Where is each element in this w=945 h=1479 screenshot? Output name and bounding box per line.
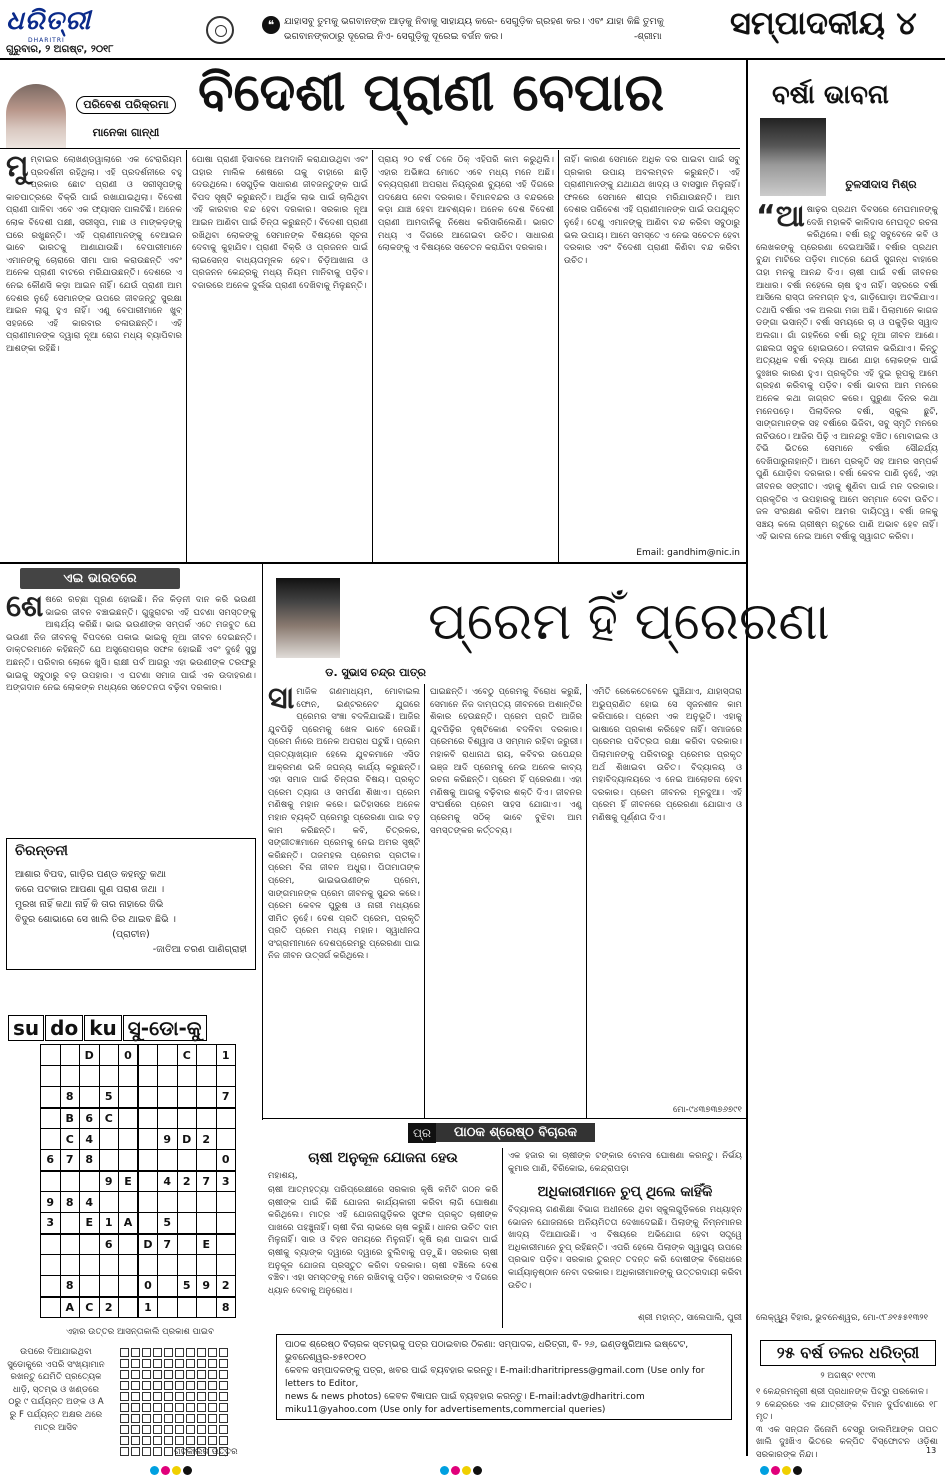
answer-cell xyxy=(197,1392,206,1401)
sudoku-cell[interactable] xyxy=(138,1129,158,1150)
answer-cell xyxy=(153,1381,162,1390)
sudoku-cell[interactable]: 2 xyxy=(177,1171,197,1192)
answer-cell xyxy=(131,1348,140,1357)
sudoku-cell[interactable]: 0 xyxy=(138,1276,158,1297)
author-email: Email: gandhim@nic.in xyxy=(636,548,740,558)
answer-cell xyxy=(153,1359,162,1368)
sudoku-cell[interactable]: 5 xyxy=(99,1087,119,1108)
answer-cell xyxy=(208,1359,217,1368)
sudoku-cell[interactable]: C xyxy=(80,1297,100,1318)
sudoku-cell[interactable] xyxy=(80,1276,100,1297)
column-author: ମାନେକା ଗାନ୍ଧୀ xyxy=(92,126,160,139)
article-body: ସାମାଜିକ ଗଣମାଧ୍ୟମ, ମୋବାଇଲ ଫୋନ, ଇଣ୍ଟରନେଟ ଯୁଗରେ ପ୍ରେମର ସଂଜ୍ଞା ବଦଳିଯାଇଛି। ଆଜିର ଯୁବପିଢ଼ି ପ୍ରେମକୁ ଖେଳ ଭାବେ ନେଉଛି। ପ୍ରେମ ନାଁରେ ଅନେକ ଅପରାଧ ଘଟୁଛି। ପ୍ରେମ ପ୍ରତ୍ୟାଖ୍ୟାନ ହେଲେ ଯୁବକମାନେ ଏସିଡ ଆକ୍ରମଣ ଭଳି ଜଘନ୍ୟ କାର୍ଯ୍ୟ କରୁଛନ୍ତି। ଏହା ସମାଜ ପାଇଁ ଚିନ୍ତାର ବିଷୟ। ପ୍ରକୃତ ପ୍ରେମ ତ୍ୟାଗ ଓ ସମର୍ପଣ ଶିଖାଏ। ପ୍ରେମ ମଣିଷକୁ ମହାନ କରେ। ଇତିହାସରେ ଅନେକ ମହାନ ବ୍ୟକ୍ତି ପ୍ରେମରୁ ପ୍ରେରଣା ପାଇ ବଡ଼ କାମ କରିଛନ୍ତି। କବି, ଚିତ୍ରକର, ସଙ୍ଗୀତଜ୍ଞମାନେ ପ୍ରେମକୁ ନେଇ ଅମର ସୃଷ୍ଟି କରିଛନ୍ତି। ତାଜମହଲ ପ୍ରେମର ପ୍ରତୀକ। ପ୍ରେମ ବିନା ଜୀବନ ଅଧୁରା। ପିତାମାତାଙ୍କ ପ୍ରେମ, ଭାଇଭଉଣୀଙ୍କ ପ୍ରେମ, ସାଙ୍ଗମାନଙ୍କ ପ୍ରେମ ଜୀବନକୁ ସୁନ୍ଦର କରେ। ପ୍ରେମ କେବଳ ପୁରୁଷ ଓ ନାରୀ ମଧ୍ୟରେ ସୀମିତ ନୁହେଁ। ଦେଶ ପ୍ରତି ପ୍ରେମ, ପ୍ରକୃତି ପ୍ରତି ପ୍ରେମ ମଧ୍ୟ ମହାନ। ସ୍ୱାଧୀନତା ସଂଗ୍ରାମୀମାନେ ଦେଶପ୍ରେମରୁ ପ୍ରେରଣା ପାଇ ନିଜ ଜୀବନ ଉତ୍ସର୍ଗ କରିଥିଲେ। xyxy=(268,686,420,962)
answer-cell xyxy=(131,1392,140,1401)
answer-cell xyxy=(131,1381,140,1390)
answer-cell xyxy=(208,1436,217,1445)
answer-cell xyxy=(219,1348,228,1357)
sudoku-cell[interactable]: 7 xyxy=(216,1087,236,1108)
article-body: ପ୍ରାୟ ୨୦ ବର୍ଷ ତଳେ ଠିକ୍ ଏହିପରି କାମ କରୁଥିଲି। ଏହାର ଅଭିଜ୍ଞତା ମୋତେ ଏବେ ମଧ୍ୟ ମନେ ଅଛି। ବନ୍ୟପ୍ରାଣୀ ଅପରାଧ ନିୟନ୍ତ୍ରଣ ବ୍ୟୁରୋ ଏହି ଦିଗରେ ପଦକ୍ଷେପ ନେବା ଦରକାର। ବିମାନବନ୍ଦର ଓ ବନ୍ଦରରେ କଡ଼ା ଯାଞ୍ଚ ହେବା ଆବଶ୍ୟକ। ଅନେକ ଦେଶ ବିଦେଶୀ ପ୍ରାଣୀ ଆମଦାନିକୁ ନିଷେଧ କରିସାରିଲେଣି। ଭାରତ ମଧ୍ୟ ଏ ଦିଗରେ ଆଗେଇବା ଉଚିତ। ସାଧାରଣ ଲୋକଙ୍କୁ ଏ ବିଷୟରେ ସଚେତନ କରାଯିବା ଦରକାର। xyxy=(378,155,554,254)
answer-cell xyxy=(219,1403,228,1412)
sudoku-cell[interactable] xyxy=(216,1066,236,1087)
answer-cell xyxy=(197,1425,206,1434)
answer-cell xyxy=(186,1392,195,1401)
sudoku-cell[interactable] xyxy=(41,1087,61,1108)
answer-cell xyxy=(131,1447,140,1456)
sudoku-cell[interactable] xyxy=(177,1234,197,1255)
sudoku-cell[interactable] xyxy=(80,1255,100,1276)
sudoku-cell[interactable] xyxy=(41,1297,61,1318)
sudoku-cell[interactable]: 4 xyxy=(80,1192,100,1213)
sudoku-cell[interactable]: E xyxy=(80,1213,100,1234)
sudoku-cell[interactable]: C xyxy=(99,1108,119,1129)
answer-cell xyxy=(164,1436,173,1445)
poem-lines: ଆଶାର ବିପଦ, ଗାଡ଼ିର ପଣ୍ଡ କହନ୍ତୁ କଥା କରେ ପଟକାର ଆପଣା ଗୁଣ ପରାଶ ଜଥା । ମୁରଖ ନାହିଁ କଥା ନାହିଁ କି ତାର ନାହାରେ ଜିଭି ବିଦୁର ଶୋଭାରେ ସେ ଖାଲି ତିର ଥାଇବ ଛିଭି । (ପ୍ରାଚୀନ) -ଜାତିଆ ଚରଣ ପାଣିଗ୍ରାହୀ xyxy=(15,869,247,955)
sudoku-cell[interactable]: 7 xyxy=(158,1234,178,1255)
answer-cell xyxy=(142,1381,151,1390)
sudoku-cell[interactable] xyxy=(119,1129,139,1150)
sudoku-cell[interactable] xyxy=(99,1129,119,1150)
sudoku-cell[interactable] xyxy=(80,1087,100,1108)
answer-cell xyxy=(164,1403,173,1412)
sudoku-cell[interactable] xyxy=(80,1066,100,1087)
answer-cell xyxy=(164,1381,173,1390)
answer-cell xyxy=(208,1370,217,1379)
article-body: ମୁମ୍ବାଇର ଲୋଖଣ୍ଡୱାଲାରେ ଏକ ଟେରାରିୟମ ପ୍ରଦର୍ଶନୀ ରହିଥିଲା। ଏହି ପ୍ରଦର୍ଶନୀରେ ବହୁ ପ୍ରକାର ଛୋଟ ପ୍ରାଣୀ ଓ ସରୀସୃପଙ୍କୁ କାଚପାତ୍ରରେ ବିକ୍ରି ପାଇଁ ରଖାଯାଇଥିଲା। ବିଦେଶୀ ପ୍ରାଣୀ ପାଳିବା ଏବେ ଏକ ଫ୍ୟାସନ ପାଲଟିଛି। ଅନେକ ଲୋକ ବିଦେଶୀ ପକ୍ଷୀ, ସରୀସୃପ, ମାଛ ଓ ମାଙ୍କଡ଼ଙ୍କୁ ଘରେ ରଖୁଛନ୍ତି। ଏହି ପ୍ରାଣୀମାନଙ୍କୁ ବେଆଇନ ଭାବେ ଭାରତକୁ ଆଣାଯାଉଛି। ବେପାରୀମାନେ ଏମାନଙ୍କୁ ଚୋରାରେ ସୀମା ପାର କରାଉଛନ୍ତି ଏବଂ ଅନେକ ପ୍ରାଣୀ ବାଟରେ ମରିଯାଉଛନ୍ତି। ଦେଶରେ ଏ ନେଇ କୌଣସି କଡ଼ା ଆଇନ ନାହିଁ। ଯେଉଁ ପ୍ରାଣୀ ଆମ ଦେଶର ନୁହେଁ ସେମାନଙ୍କ ଉପରେ ଜୀବଜନ୍ତୁ ସୁରକ୍ଷା ଆଇନ ଲାଗୁ ହୁଏ ନାହିଁ। ଏଣୁ ବେପାରୀମାନେ ଖୁବ୍ ସହଜରେ ଏହି କାରବାର ଚଳାଉଛନ୍ତି। ଏହି ପ୍ରାଣୀମାନଙ୍କ ଦ୍ୱାରା ନୂଆ ରୋଗ ମଧ୍ୟ ବ୍ୟାପିବାର ଆଶଙ୍କା ରହିଛି। xyxy=(6,154,182,354)
answer-cell xyxy=(120,1359,129,1368)
sudoku-cell[interactable] xyxy=(99,1045,119,1066)
sudoku-cell[interactable] xyxy=(158,1066,178,1087)
sudoku-cell[interactable]: 4 xyxy=(158,1171,178,1192)
answer-cell xyxy=(120,1425,129,1434)
letter-2-body: ବିଦ୍ୟାଳୟ ଗଣଶିକ୍ଷା ବିଭାଗ ଅଧୀନରେ ଥିବା ସ୍କୁଲଗୁଡ଼ିକରେ ମଧ୍ୟାହ୍ନ ଭୋଜନ ଯୋଜନାରେ ଅନିୟମିତତା ଦେଖାଦେଇଛି। ପିଲାଙ୍କୁ ନିମ୍ନମାନର ଖାଦ୍ୟ ଦିଆଯାଉଛି। ଏ ବିଷୟରେ ଅଭିଯୋଗ ହେବା ସତ୍ତ୍ୱେ ଅଧିକାରୀମାନେ ଚୁପ୍ ରହିଛନ୍ତି। ଏପରି ହେଲେ ପିଲାଙ୍କ ସ୍ୱାସ୍ଥ୍ୟ ଉପରେ ପ୍ରଭାବ ପଡ଼ିବ। ସରକାର ତୁରନ୍ତ ତଦନ୍ତ କରି ଦୋଷୀଙ୍କ ବିରୋଧରେ କାର୍ଯ୍ୟାନୁଷ୍ଠାନ ନେବା ଦରକାର। ଅଧିକାରୀମାନଙ୍କୁ ଉତ୍ତରଦାୟୀ କରିବା ଉଚିତ। xyxy=(508,1205,742,1291)
sudoku-cell[interactable]: 3 xyxy=(216,1171,236,1192)
column-author: ଡ. ସୁଭାସ ଚନ୍ଦ୍ର ପାତ୍ର xyxy=(325,666,426,679)
sudoku-cell[interactable]: 2 xyxy=(99,1297,119,1318)
sudoku-cell[interactable]: D xyxy=(138,1234,158,1255)
registration-marks xyxy=(440,1460,484,1479)
article-body: ଘାଇଛନ୍ତି। ଏବେଠୁ ପ୍ରେମକୁ ବିରୋଧ କରୁଛି, ସେମାନେ ନିଜ ଦାମ୍ପତ୍ୟ ଜୀବନରେ ଅଶାନ୍ତିର ଶିକାର ହେଉଛନ୍ତି। ପ୍ରେମ ପ୍ରତି ଆଜିର ଯୁବପିଢ଼ିର ଦୃଷ୍ଟିକୋଣ ବଦଳିବା ଦରକାର। ପ୍ରେମରେ ବିଶ୍ୱାସ ଓ ସମ୍ମାନ ରହିବା ଜରୁରୀ। ମହାକବି ରାଧାନାଥ ରାୟ, କବିବର ଉପେନ୍ଦ୍ର ଭଞ୍ଜ ଆଦି ପ୍ରେମକୁ ନେଇ ଅନେକ କାବ୍ୟ ରଚନା କରିଛନ୍ତି। ପ୍ରେମ ହିଁ ପ୍ରେରଣା। ଏହା ମଣିଷକୁ ଆଗକୁ ବଢ଼ିବାର ଶକ୍ତି ଦିଏ। ଜୀବନର ସଂଘର୍ଷରେ ପ୍ରେମ ସାହସ ଯୋଗାଏ। ଏଣୁ ପ୍ରେମକୁ ସଠିକ୍ ଭାବେ ବୁଝିବା ଆମ ସମସ୍ତଙ୍କର କର୍ତ୍ତବ୍ୟ। xyxy=(430,687,582,836)
sudoku-cell[interactable]: 5 xyxy=(158,1213,178,1234)
quote-icon: ❝ xyxy=(262,16,280,34)
logo-sub: DHARITRI xyxy=(28,37,65,44)
answer-cell xyxy=(197,1370,206,1379)
answer-cell xyxy=(208,1414,217,1423)
sudoku-cell[interactable] xyxy=(197,1297,217,1318)
answer-cell xyxy=(153,1447,162,1456)
sudoku-cell[interactable] xyxy=(80,1234,100,1255)
section-title: ସମ୍ପାଦକୀୟ ୪ xyxy=(730,4,917,42)
dropcap: ଶେ xyxy=(6,594,44,624)
sudoku-cell[interactable] xyxy=(158,1087,178,1108)
poem-title: ଚିରନ୍ତନୀ xyxy=(15,843,68,859)
sudoku-cell[interactable] xyxy=(216,1108,236,1129)
answer-cell xyxy=(142,1392,151,1401)
sudoku-cell[interactable] xyxy=(138,1171,158,1192)
answer-cell xyxy=(153,1436,162,1445)
article-headline: ପ୍ରେମ ହିଁ ପ୍ରେରଣା xyxy=(428,592,830,652)
answer-cell xyxy=(120,1348,129,1357)
sudoku-cell[interactable] xyxy=(177,1150,197,1171)
sudoku-title: su do ku ସୁ-ଡୋ-କୁ xyxy=(8,1016,208,1040)
sudoku-cell[interactable]: 7 xyxy=(60,1150,80,1171)
answer-cell xyxy=(197,1359,206,1368)
letter-1-salutation: ମହାଶୟ, xyxy=(268,1171,298,1181)
answer-cell xyxy=(197,1414,206,1423)
wheel-icon xyxy=(206,16,234,44)
answer-cell xyxy=(142,1370,151,1379)
address-line: ପାଠକ ଶ୍ରେଷ୍ଠ ବିଚାରକ ସ୍ତମ୍ଭକୁ ପତ୍ର ପଠାଇବାର ଠିକଣା: ସମ୍ପାଦକ, ଧରିତ୍ରୀ, ବି- ୨୬, ଇଣ୍ଡଷ୍ଟ୍ରିଆଲ ଇଷ୍ଟେଟ, ଭୁବନେଶ୍ୱର-୭୫୧୦୧୦ xyxy=(285,1340,689,1363)
answer-cell xyxy=(120,1414,129,1423)
letters-heading xyxy=(408,1122,658,1144)
logo: ଧରିତ୍ରୀ xyxy=(6,6,92,36)
answer-cell xyxy=(219,1381,228,1390)
sudoku-cell[interactable] xyxy=(197,1192,217,1213)
sudoku-cell[interactable] xyxy=(119,1255,139,1276)
sudoku-cell[interactable] xyxy=(197,1087,217,1108)
sudoku-cell[interactable]: C xyxy=(60,1129,80,1150)
sudoku-cell[interactable]: D xyxy=(80,1045,100,1066)
sudoku-cell[interactable]: 0 xyxy=(216,1150,236,1171)
sudoku-cell[interactable]: 1 xyxy=(138,1297,158,1318)
answer-cell xyxy=(153,1403,162,1412)
answer-cell xyxy=(197,1403,206,1412)
column-dateline: ଲେକ୍ୱ୍ୟୁ ବିହାର, ଭୁବନେଶ୍ୱର, ମୋ-୯୮୬୧୫୫୧୩୨୧ xyxy=(756,1313,929,1323)
sudoku-cell[interactable]: 3 xyxy=(41,1213,61,1234)
answer-cell xyxy=(175,1381,184,1390)
sudoku-cell[interactable]: 1 xyxy=(99,1213,119,1234)
sudoku-cell[interactable]: 8 xyxy=(60,1276,80,1297)
sudoku-cell[interactable] xyxy=(216,1213,236,1234)
sudoku-cell[interactable] xyxy=(138,1087,158,1108)
sudoku-cell[interactable] xyxy=(138,1045,158,1066)
sudoku-cell[interactable] xyxy=(119,1066,139,1087)
answer-cell xyxy=(164,1447,173,1456)
answer-cell xyxy=(164,1392,173,1401)
answer-cell xyxy=(120,1370,129,1379)
answer-cell xyxy=(175,1425,184,1434)
author-photo xyxy=(6,84,66,148)
answer-cell xyxy=(142,1403,151,1412)
header-quote-author: -ଶ୍ରୀମା xyxy=(634,32,662,42)
sudoku-cell[interactable] xyxy=(158,1297,178,1318)
answer-cell xyxy=(186,1381,195,1390)
sudoku-cell[interactable]: 9 xyxy=(99,1171,119,1192)
letters-title: ପାଠକ ଶ୍ରେଷ୍ଠ ବିଚାରକ xyxy=(436,1123,595,1142)
sudoku-cell[interactable]: 8 xyxy=(60,1192,80,1213)
sudoku-cell[interactable]: 8 xyxy=(60,1087,80,1108)
poem-author: -ଜାତିଆ ଚରଣ ପାଣିଗ୍ରାହୀ xyxy=(152,944,247,955)
answer-cell xyxy=(142,1425,151,1434)
dateline: ଗୁରୁବାର, ୨ ଅଗଷ୍ଟ, ୨୦୧୮ xyxy=(6,44,114,55)
sudoku-cell[interactable]: 7 xyxy=(197,1171,217,1192)
answer-cell xyxy=(186,1348,195,1357)
sudoku-cell[interactable] xyxy=(138,1192,158,1213)
author-contact: ମୋ-୯୪୩୭୩୭୬୭୯୧ xyxy=(672,1105,742,1115)
answer-cell xyxy=(175,1436,184,1445)
answer-cell xyxy=(120,1381,129,1390)
answer-cell xyxy=(142,1436,151,1445)
column-label: ପରିବେଶ ପରିକ୍ରମା xyxy=(76,96,176,114)
sudoku-cell[interactable] xyxy=(177,1108,197,1129)
letter-2-sign: ଶ୍ରୀ ମହାନ୍ତ, ସାଲେପାଲି, ପୁରୀ xyxy=(638,1313,742,1323)
header-quote: ଯାହାସବୁ ତୁମକୁ ଭଗବାନଙ୍କ ଆଡ଼କୁ ନିବାକୁ ସାହାଯ୍ୟ କରେ- ସେଗୁଡ଼ିକ ଗ୍ରହଣ କର। ଏବଂ ଯାହା କିଛି ତୁମକୁ ଭଗବାନଙ୍କଠାରୁ ଦୂରେଇ ନିଏ- ସେଗୁଡ଼ିକୁ ଦୂରେଇ ବର୍ଜନ କର। xyxy=(284,16,664,42)
sudoku-cell[interactable] xyxy=(119,1087,139,1108)
poem-box xyxy=(6,838,256,970)
sudoku-cell[interactable] xyxy=(197,1108,217,1129)
sudoku-cell[interactable] xyxy=(99,1255,119,1276)
answer-cell xyxy=(219,1370,228,1379)
sudoku-cell[interactable] xyxy=(41,1108,61,1129)
sudoku-cell[interactable]: 6 xyxy=(99,1234,119,1255)
sudoku-cell[interactable] xyxy=(158,1108,178,1129)
sudoku-cell[interactable] xyxy=(138,1255,158,1276)
sudoku-cell[interactable] xyxy=(158,1192,178,1213)
answer-cell xyxy=(175,1370,184,1379)
sudoku-cell[interactable] xyxy=(99,1066,119,1087)
sudoku-answer-caption: ଗତକାଲିର ଉତ୍ତର xyxy=(174,1447,238,1457)
sudoku-cell[interactable] xyxy=(177,1255,197,1276)
sudoku-cell[interactable] xyxy=(41,1045,61,1066)
answer-cell xyxy=(219,1392,228,1401)
sudoku-cell[interactable] xyxy=(177,1087,197,1108)
masthead xyxy=(6,6,126,46)
letter-1-body: ଚାଷୀ ଆତ୍ମହତ୍ୟା ପରିପ୍ରେକ୍ଷୀରେ ସରକାର କୃଷି କମିଟି ଗଠନ କରି ଚାଷୀଙ୍କ ପାଇଁ କିଛି ଯୋଜନା କାର୍ଯ୍ୟକାରୀ କରିବା ଲାଗି ଘୋଷଣା କରିଥିଲେ। ମାତ୍ର ଏହି ଯୋଜନାଗୁଡ଼ିକର ସୁଫଳ ପ୍ରକୃତ ଚାଷୀଙ୍କ ପାଖରେ ପହଞ୍ଚୁନାହିଁ। ଚାଷୀ ବିନା ଲାଭରେ ଚାଷ କରୁଛି। ଧାନର ଉଚିତ ଦାମ ମିଳୁନାହିଁ। ସାର ଓ ବିହନ ସମୟରେ ମିଳୁନାହିଁ। କୃଷି ଋଣ ପାଇବା ପାଇଁ ଚାଷୀକୁ ବ୍ୟାଙ୍କ ଦ୍ୱାରେ ଦ୍ୱାରେ ବୁଲିବାକୁ ପଡ଼ୁଛି। ସରକାର ଚାଷୀ ଅନୁକୂଳ ଯୋଜନା ପ୍ରସ୍ତୁତ କରିବା ଦରକାର। ଚାଷୀ ବଞ୍ଚିଲେ ଦେଶ ବଞ୍ଚିବ। ଏହା ସମସ୍ତଙ୍କୁ ମନେ ରଖିବାକୁ ପଡ଼ିବ। ସରକାରଙ୍କ ଏ ଦିଗରେ ଧ୍ୟାନ ଦେବାକୁ ଅନୁରୋଧ। xyxy=(268,1185,498,1296)
article-body: ପୋଷା ପ୍ରାଣୀ ହିସାବରେ ଆମଦାନି କରାଯାଉଥିବା ଏବଂ ତାହାର ମାଲିକ ଶେଷରେ ତାକୁ ବାହାରେ ଛାଡ଼ି ଦେଉଥିଲେ। ସେଗୁଡ଼ିକ ସାଧାରଣ ଜୀବଜନ୍ତୁଙ୍କ ପାଇଁ ବିପଦ ସୃଷ୍ଟି କରୁଛନ୍ତି। ଆର୍ଥିକ ଲାଭ ପାଇଁ ଚାଲିଥିବା ଏହି କାରବାର ବନ୍ଦ ହେବା ଦରକାର। ସରକାର ନୂଆ ଆଇନ ଆଣିବା ପାଇଁ ଚିନ୍ତା କରୁଛନ୍ତି। ବିଦେଶୀ ପ୍ରାଣୀ ରଖିଥିବା ଲୋକଙ୍କୁ ସେମାନଙ୍କ ବିଷୟରେ ସୂଚନା ଦେବାକୁ କୁହାଯିବ। ପ୍ରାଣୀ ବିକ୍ରି ଓ ପ୍ରଜନନ ପାଇଁ ଲାଇସେନ୍ସ ବାଧ୍ୟତାମୂଳକ ହେବ। ଚିଡ଼ିଆଖାନା ଓ ପ୍ରଜନନ କେନ୍ଦ୍ରକୁ ମଧ୍ୟ ନିୟମ ମାନିବାକୁ ପଡ଼ିବ। ବଜାରରେ ଅନେକ ଦୁର୍ଲଭ ପ୍ରାଣୀ ଦେଖିବାକୁ ମିଳୁଛନ୍ତି। xyxy=(192,155,368,291)
answer-cell xyxy=(120,1436,129,1445)
answer-cell xyxy=(219,1359,228,1368)
sudoku-cell[interactable]: 4 xyxy=(80,1129,100,1150)
answer-cell xyxy=(142,1348,151,1357)
article-body: ନାହିଁ। କାରଣ ସେମାନେ ଅଧିକ ଦର ପାଇବା ପାଇଁ ସବୁ ପ୍ରକାର ଉପାୟ ଅବଲମ୍ବନ କରୁଛନ୍ତି। ଏହି ପ୍ରାଣୀମାନଙ୍କୁ ଯଥାଯଥ ଖାଦ୍ୟ ଓ ବାସସ୍ଥାନ ମିଳୁନାହିଁ। ଫଳରେ ସେମାନେ ଶୀଘ୍ର ମରିଯାଉଛନ୍ତି। ଆମ ଦେଶର ପରିବେଶ ଏହି ପ୍ରାଣୀମାନଙ୍କ ପାଇଁ ଉପଯୁକ୍ତ ନୁହେଁ। ତେଣୁ ଏମାନଙ୍କୁ ଆଣିବା ବନ୍ଦ କରିବା ସବୁଠାରୁ ଭଲ ଉପାୟ। ଆମେ ସମସ୍ତେ ଏ ନେଇ ସଚେତନ ହେବା ଦରକାର ଏବଂ ବିଦେଶୀ ପ୍ରାଣୀ କିଣିବା ବନ୍ଦ କରିବା ଉଚିତ। xyxy=(564,155,740,266)
letter-1-title: ଚାଷୀ ଅନୁକୂଳ ଯୋଜନା ହେଉ xyxy=(308,1150,458,1166)
sudoku-cell[interactable] xyxy=(177,1297,197,1318)
sudoku-cell[interactable] xyxy=(119,1297,139,1318)
answer-cell xyxy=(186,1436,195,1445)
sudoku-cell[interactable] xyxy=(119,1192,139,1213)
answer-cell xyxy=(186,1359,195,1368)
answer-cell xyxy=(131,1425,140,1434)
registration-marks xyxy=(150,1460,194,1479)
sudoku-cell[interactable]: 9 xyxy=(41,1192,61,1213)
answer-cell xyxy=(219,1425,228,1434)
sudoku-cell[interactable] xyxy=(60,1234,80,1255)
answer-cell xyxy=(120,1447,129,1456)
sudoku-cell[interactable]: E xyxy=(197,1234,217,1255)
page-number: 13 xyxy=(926,1446,937,1455)
answer-cell xyxy=(142,1359,151,1368)
sudoku-cell[interactable]: C xyxy=(177,1045,197,1066)
box-heading: ଏଇ ଭାରତରେ xyxy=(20,568,180,589)
sudoku-cell[interactable] xyxy=(138,1108,158,1129)
sudoku-cell[interactable] xyxy=(99,1150,119,1171)
address-box xyxy=(276,1334,732,1420)
sudoku-cell[interactable]: 8 xyxy=(80,1150,100,1171)
sudoku-caption: ଏହାର ଉତ୍ତର ଆସନ୍ତାକାଲି ପ୍ରକାଶ ପାଇବ xyxy=(66,1327,214,1337)
sudoku-cell[interactable] xyxy=(99,1192,119,1213)
sudoku-cell[interactable] xyxy=(60,1213,80,1234)
sudoku-cell[interactable] xyxy=(138,1150,158,1171)
sudoku-cell[interactable] xyxy=(216,1192,236,1213)
answer-cell xyxy=(186,1403,195,1412)
sudoku-cell[interactable] xyxy=(197,1213,217,1234)
answer-cell xyxy=(186,1414,195,1423)
answer-cell xyxy=(175,1348,184,1357)
answer-cell xyxy=(131,1403,140,1412)
sudoku-cell[interactable] xyxy=(138,1066,158,1087)
sudoku-instructions: ଉପରେ ଦିଆଯାଇଥିବା ସୁଡୋକୁରେ ଏପରି ସଂଖ୍ୟାମାନ ରଖନ୍ତୁ ଯେମିତି ପ୍ରତ୍ୟେକ ଧାଡ଼ି, ସ୍ତମ୍ଭ ଓ ଖଣ୍ଡରେ ୦ରୁ ୯ ପର୍ଯ୍ୟନ୍ତ ଅଙ୍କ ଓ A ରୁ F ପର୍ଯ୍ୟନ୍ତ ଅକ୍ଷର ଥରେ ମାତ୍ର ଆସିବ xyxy=(7,1347,105,1433)
sudoku-cell[interactable]: 6 xyxy=(80,1108,100,1129)
letter-2-title: ଅଧିକାରୀମାନେ ଚୁପ୍ ଥିଲେ କାହିଁକି xyxy=(537,1184,713,1200)
sudoku-cell[interactable] xyxy=(60,1255,80,1276)
answer-cell xyxy=(164,1370,173,1379)
article-body: ଏମିତି ରେକେତେବେଳେ ଘୁଞ୍ଚିଯାଏ, ଯାହାସ୍ତାରା ଅଭୁପ୍ରାଣିତ ହୋଇ ସେ ସୃଜନଶୀଳ କାମ କରିପାରେ। ପ୍ରେମ ଏକ ଅନୁଭୂତି। ଏହାକୁ ଭାଷାରେ ପ୍ରକାଶ କରିହେବ ନାହିଁ। ସମାଜରେ ପ୍ରେମର ପବିତ୍ରତା ରକ୍ଷା କରିବା ଦରକାର। ପିଲାମାନଙ୍କୁ ପରିବାରରୁ ପ୍ରେମର ପ୍ରକୃତ ଅର୍ଥ ଶିଖାଇବା ଉଚିତ। ବିଦ୍ୟାଳୟ ଓ ମହାବିଦ୍ୟାଳୟରେ ଏ ନେଇ ଆଲୋଚନା ହେବା ଦରକାର। ପ୍ରେମ ଜୀବନର ମୂଳଦୁଆ। ଏହି ପ୍ରେମ ହିଁ ଜୀବନରେ ପ୍ରେରଣା ଯୋଗାଏ ଓ ମଣିଷକୁ ପୂର୍ଣ୍ଣତା ଦିଏ। xyxy=(592,687,742,823)
answer-cell xyxy=(142,1447,151,1456)
sudoku-cell[interactable] xyxy=(216,1255,236,1276)
sudoku-cell[interactable] xyxy=(197,1150,217,1171)
list-item: ୧ କେନ୍ଦ୍ରମନ୍ତ୍ରୀ ଶ୍ରୀ ପ୍ରଧାନଙ୍କ ପିଟ୍‌ରୁ ପରକୋଳ। xyxy=(756,1387,928,1397)
sudoku-cell[interactable] xyxy=(177,1192,197,1213)
sudoku-grid[interactable] xyxy=(40,1044,236,1318)
sudoku-cell[interactable] xyxy=(177,1066,197,1087)
address-line: miku11@yahoo.com (Use only for advertisements,commercial queries) xyxy=(285,1405,606,1415)
sudoku-cell[interactable]: A xyxy=(60,1297,80,1318)
answer-cell xyxy=(197,1348,206,1357)
sudoku-cell[interactable] xyxy=(60,1045,80,1066)
sudoku-cell[interactable] xyxy=(119,1276,139,1297)
sudoku-cell[interactable] xyxy=(41,1255,61,1276)
sudoku-cell[interactable] xyxy=(158,1276,178,1297)
dropcap: ସା xyxy=(268,686,295,716)
answer-cell xyxy=(208,1403,217,1412)
anniversary-banner: ୨୫ ବର୍ଷ ତଳର ଧରିତ୍ରୀ xyxy=(760,1340,936,1366)
registration-marks xyxy=(760,1460,804,1479)
sudoku-cell[interactable]: 1 xyxy=(216,1045,236,1066)
sudoku-cell[interactable] xyxy=(41,1276,61,1297)
address-line: କେବଳ ସମ୍ପାଦକଙ୍କୁ ପତ୍ର, ଖବର ପାଇଁ ବ୍ୟବହାର କରନ୍ତୁ। E-mail:dharitripress@gmail.com (Use only for letters to Editor, xyxy=(285,1366,705,1389)
list-item: ୩ ଏକ ସନ୍ତାନ ଜିନୋମି ବେସରୁ ଡାଲମିଆଙ୍କ ତାପତ ଖାଲି ଦୁଃଖିଏ ଭିତରେ କଳ୍ପିତ ବିସ୍ଫୋଟନ ଓଡ଼ିଶା ସରକାରଙ୍କ ନିନ୍ଦା। xyxy=(756,1424,938,1460)
sudoku-cell[interactable] xyxy=(41,1171,61,1192)
answer-cell xyxy=(175,1359,184,1368)
sudoku-cell[interactable] xyxy=(119,1150,139,1171)
answer-cell xyxy=(131,1436,140,1445)
sudoku-cell[interactable] xyxy=(41,1066,61,1087)
anniversary-items xyxy=(756,1386,938,1462)
sudoku-cell[interactable]: 0 xyxy=(119,1045,139,1066)
answer-cell xyxy=(120,1403,129,1412)
answer-cell xyxy=(153,1370,162,1379)
sudoku-cell[interactable] xyxy=(158,1045,178,1066)
answer-cell xyxy=(186,1425,195,1434)
list-item: ୨ କେନ୍ଦ୍ରରେ ଏକ ଯାତ୍ରୀଙ୍କ ବିମାନ ଦୁର୍ଘଟଣାରେ ୧୮ ମୃତ। xyxy=(756,1399,938,1423)
answer-cell xyxy=(164,1425,173,1434)
sudoku-cell[interactable]: 5 xyxy=(177,1276,197,1297)
answer-cell xyxy=(131,1370,140,1379)
answer-cell xyxy=(208,1425,217,1434)
letters-icon: ପ୍ର xyxy=(408,1123,436,1143)
answer-cell xyxy=(164,1348,173,1357)
answer-cell xyxy=(208,1381,217,1390)
author-photo xyxy=(276,578,340,658)
sudoku-cell[interactable] xyxy=(80,1171,100,1192)
sudoku-cell[interactable] xyxy=(119,1108,139,1129)
sudoku-cell[interactable] xyxy=(138,1213,158,1234)
sudoku-cell[interactable]: B xyxy=(60,1108,80,1129)
author-photo xyxy=(760,118,826,196)
sudoku-cell[interactable]: 6 xyxy=(41,1150,61,1171)
anniversary-date: ୨ ଅଗଷ୍ଟ ୧୯୯୩ xyxy=(820,1371,876,1381)
answer-cell xyxy=(164,1414,173,1423)
sudoku-cell[interactable]: 9 xyxy=(197,1276,217,1297)
sudoku-cell[interactable]: 2 xyxy=(197,1129,217,1150)
sudoku-cell[interactable]: 8 xyxy=(216,1297,236,1318)
answer-cell xyxy=(175,1392,184,1401)
answer-cell xyxy=(175,1414,184,1423)
sudoku-cell[interactable] xyxy=(177,1213,197,1234)
sudoku-cell[interactable] xyxy=(158,1150,178,1171)
answer-cell xyxy=(197,1381,206,1390)
sudoku-cell[interactable]: 2 xyxy=(216,1276,236,1297)
answer-cell xyxy=(186,1370,195,1379)
sudoku-cell[interactable] xyxy=(41,1234,61,1255)
answer-cell xyxy=(153,1414,162,1423)
sudoku-cell[interactable] xyxy=(216,1129,236,1150)
answer-cell xyxy=(219,1436,228,1445)
sudoku-cell[interactable]: 9 xyxy=(158,1129,178,1150)
answer-cell xyxy=(142,1414,151,1423)
dropcap: “ଆ xyxy=(756,204,805,234)
column-headline: ବର୍ଷା ଭାବନା xyxy=(772,80,889,110)
sudoku-cell[interactable]: A xyxy=(119,1213,139,1234)
answer-cell xyxy=(120,1392,129,1401)
answer-cell xyxy=(153,1392,162,1401)
answer-cell xyxy=(153,1425,162,1434)
sudoku-cell[interactable] xyxy=(60,1066,80,1087)
sudoku-cell[interactable] xyxy=(197,1255,217,1276)
address-line: news & news photos) କେବଳ ବିଜ୍ଞାପନ ପାଇଁ ବ୍ୟବହାର କରନ୍ତୁ। E-mail:advt@dharitri.com xyxy=(285,1392,645,1402)
dropcap: ମୁ xyxy=(6,154,29,184)
sudoku-cell[interactable] xyxy=(99,1276,119,1297)
sudoku-cell[interactable] xyxy=(41,1129,61,1150)
answer-cell xyxy=(164,1359,173,1368)
sudoku-answer-grid xyxy=(118,1346,230,1458)
sudoku-cell[interactable] xyxy=(197,1066,217,1087)
answer-cell xyxy=(131,1414,140,1423)
article-headline: ବିଦେଶୀ ପ୍ରାଣୀ ବେପାର xyxy=(198,62,665,123)
sudoku-cell[interactable] xyxy=(60,1171,80,1192)
sudoku-cell[interactable] xyxy=(197,1045,217,1066)
answer-cell xyxy=(219,1414,228,1423)
column-author: ତୁଳସୀଦାସ ମିଶ୍ର xyxy=(845,178,917,191)
sudoku-cell[interactable]: E xyxy=(119,1171,139,1192)
answer-cell xyxy=(208,1348,217,1357)
sudoku-cell[interactable]: D xyxy=(177,1129,197,1150)
column-body: “ଆଷାଢ଼ର ପ୍ରଥମ ଦିବସରେ ମେଘମାନଙ୍କୁ ଦେଖି ମହାକବି କାଳିଦାସ ମେଘଦୂତ ରଚନା କରିଥିଲେ। ବର୍ଷା ଋତୁ ସବୁବେଳେ କବି ଓ ଲେଖକଙ୍କୁ ପ୍ରେରଣା ଦେଇଆସିଛି। ବର୍ଷାର ପ୍ରଥମ ବୁନ୍ଦା ମାଟିରେ ପଡ଼ିବା ମାତ୍ରେ ଯେଉଁ ସୁଗନ୍ଧ ବାହାରେ ତାହା ମନକୁ ଆନନ୍ଦ ଦିଏ। ଚାଷୀ ପାଇଁ ବର୍ଷା ଜୀବନର ଆଧାର। ବର୍ଷା ନହେଲେ ଚାଷ ହୁଏ ନାହିଁ। ସହରରେ ବର୍ଷା ଆସିଲେ ରାସ୍ତା ଜଳମଗ୍ନ ହୁଏ, ଗାଡ଼ିଘୋଡ଼ା ଅଟକିଯାଏ। ତଥାପି ବର୍ଷାର ଏକ ଅଲଗା ମଜା ଅଛି। ପିଲାମାନେ କାଗଜ ଡଙ୍ଗା ଭସାନ୍ତି। ବର୍ଷା ସମୟରେ ଚା ଓ ପକୁଡ଼ିର ସ୍ୱାଦ ଅଲଗା। ଗାଁ ଗହଳିରେ ବର୍ଷା ଋତୁ ନୂଆ ଜୀବନ ଆଣେ। ଗଛଲତା ସବୁଜ ହୋଇଉଠେ। ନଦୀନାଳ ଭରିଯାଏ। କିନ୍ତୁ ଅତ୍ୟଧିକ ବର୍ଷା ବନ୍ୟା ଆଣେ ଯାହା ଲୋକଙ୍କ ପାଇଁ ଦୁଃଖର କାରଣ ହୁଏ। ପ୍ରକୃତିର ଏହି ଦୁଇ ରୂପକୁ ଆମେ ଗ୍ରହଣ କରିବାକୁ ପଡ଼ିବ। ବର୍ଷା ଭାବନା ଆମ ମନରେ ଅନେକ କଥା ଜାଗ୍ରତ କରେ। ପୁରୁଣା ଦିନର କଥା ମନେପଡ଼େ। ପିଲାଦିନର ବର୍ଷା, ସ୍କୁଲ ଛୁଟି, ସାଙ୍ଗମାନଙ୍କ ସହ ବର୍ଷାରେ ଭିଜିବା, ସବୁ ସ୍ମୃତି ମନରେ ନାଚିଉଠେ। ଆଜିର ପିଢ଼ି ଏ ଆନନ୍ଦରୁ ବଞ୍ଚିତ। ମୋବାଇଲ ଓ ଟିଭି ଭିତରେ ସେମାନେ ବର୍ଷାର ସୌନ୍ଦର୍ଯ୍ୟ ଦେଖିପାରୁନାହାନ୍ତି। ଆମେ ପ୍ରକୃତି ସହ ଆମର ସମ୍ପର୍କ ପୁଣି ଯୋଡ଼ିବା ଦରକାର। ବର୍ଷା କେବଳ ପାଣି ନୁହେଁ, ଏହା ଜୀବନର ସଙ୍ଗୀତ। ଏହାକୁ ଶୁଣିବା ପାଇଁ ମନ ଦରକାର। ପ୍ରକୃତିର ଏ ଉପହାରକୁ ଆମେ ସମ୍ମାନ ଦେବା ଉଚିତ। ଜଳ ସଂରକ୍ଷଣ କରିବା ଆମର ଦାୟିତ୍ୱ। ବର୍ଷା ଜଳକୁ ସଞ୍ଚୟ କଲେ ଗ୍ରୀଷ୍ମ ଋତୁରେ ପାଣି ଅଭାବ ହେବ ନାହିଁ। ଏହି ଭାବନା ନେଇ ଆମେ ବର୍ଷାକୁ ସ୍ୱାଗତ କରିବା। xyxy=(756,204,938,543)
sudoku-cell[interactable] xyxy=(158,1255,178,1276)
answer-cell xyxy=(175,1403,184,1412)
sudoku-cell[interactable] xyxy=(119,1234,139,1255)
answer-cell xyxy=(208,1392,217,1401)
answer-cell xyxy=(131,1359,140,1368)
answer-cell xyxy=(197,1436,206,1445)
sudoku-cell[interactable] xyxy=(216,1234,236,1255)
letter-1-sign: ଏକ ହଜାର କା ଚାଷୀଙ୍କ ଟଙ୍କାର ବୋନସ ଘୋଷଣା କରନ୍ତୁ। ନିର୍ଭୟ କୁମାର ପାଣି, ବିରିକୋଇ, କେନ୍ଦ୍ରାପଡ଼ା xyxy=(508,1151,742,1174)
box-body: ଶେଷରେ ରଚ୍ଛା ପୂରଣ ହୋଇଛି। ନିଜ କିଡ଼ନୀ ଦାନ କରି ଭଉଣୀ ଭାଇର ଜୀବନ ବଞ୍ଚାଇଛନ୍ତି। ଗୁଜୁରାଟର ଏହି ଘଟଣା ସମସ୍ତଙ୍କୁ ଆଶ୍ଚର୍ଯ୍ୟ କରିଛି। ଭାଇ ଭଉଣୀଙ୍କ ସମ୍ପର୍କ ଏତେ ମଜବୁତ ଯେ ଭଉଣୀ ନିଜ ଜୀବନକୁ ବିପଦରେ ପକାଇ ଭାଇକୁ ନୂଆ ଜୀବନ ଦେଇଛନ୍ତି। ଡାକ୍ତରମାନେ କହିଛନ୍ତି ଯେ ଅସ୍ତ୍ରୋପଚାର ସଫଳ ହୋଇଛି ଏବଂ ଦୁହେଁ ସୁସ୍ଥ ଅଛନ୍ତି। ପରିବାର ଲୋକେ ଖୁସି। ରାକ୍ଷୀ ପର୍ବ ଆଗରୁ ଏହା ଭଉଣୀଙ୍କ ତରଫରୁ ଭାଇକୁ ସବୁଠାରୁ ବଡ଼ ଉପହାର। ଏ ଘଟଣା ସମାଜ ପାଇଁ ଏକ ଉଦାହରଣ। ଅଙ୍ଗଦାନ ନେଇ ଲୋକଙ୍କ ମଧ୍ୟରେ ସଚେତନତା ବଢ଼ିବା ଦରକାର। xyxy=(6,594,256,694)
answer-cell xyxy=(153,1348,162,1357)
